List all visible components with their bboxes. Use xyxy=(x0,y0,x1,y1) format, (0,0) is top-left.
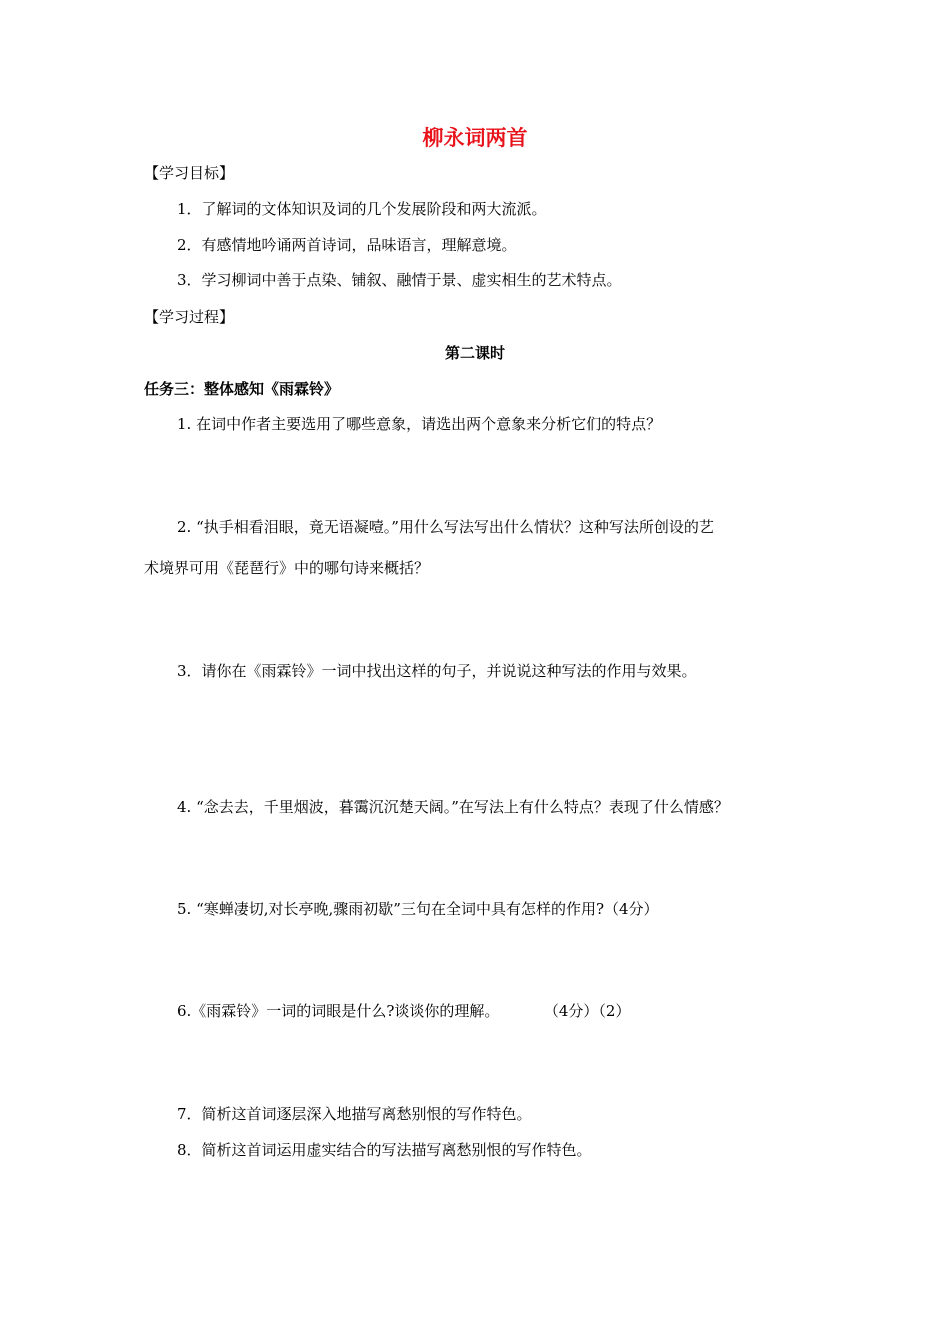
question-1: 1. 在词中作者主要选用了哪些意象，请选出两个意象来分析它们的特点？ xyxy=(177,415,662,433)
task-heading: 任务三：整体感知《雨霖铃》 xyxy=(144,380,340,398)
question-2-continued: 术境界可用《琵琶行》中的哪句诗来概括？ xyxy=(144,559,430,577)
lesson-label: 第二课时 xyxy=(444,344,505,362)
question-8: 8．简析这首词运用虚实结合的写法描写离愁别恨的写作特色。 xyxy=(177,1141,592,1159)
objectives-heading: 【学习目标】 xyxy=(144,164,235,182)
question-2: 2. “执手相看泪眼，竟无语凝噎。”用什么写法写出什么情状？这种写法所创设的艺 xyxy=(177,518,714,536)
objective-item-3: 3．学习柳词中善于点染、铺叙、融情于景、虚实相生的艺术特点。 xyxy=(177,271,622,289)
question-4: 4. “念去去，千里烟波，暮霭沉沉楚天阔。”在写法上有什么特点？表现了什么情感？ xyxy=(177,798,729,816)
objective-item-2: 2．有感情地吟诵两首诗词，品味语言，理解意境。 xyxy=(177,236,517,254)
question-6-text: 6.《雨霖铃》一词的词眼是什么?谈谈你的理解。 xyxy=(177,1002,500,1020)
question-6-score: （4分）（2） xyxy=(551,1002,631,1020)
question-6 xyxy=(177,1001,630,1021)
question-5: 5. “寒蝉凄切,对长亭晚,骤雨初歇”三句在全词中具有怎样的作用?（4分） xyxy=(177,900,659,918)
document-title: 柳永词两首 xyxy=(422,125,528,150)
question-7: 7．简析这首词逐层深入地描写离愁别恨的写作特色。 xyxy=(177,1105,532,1123)
question-3: 3．请你在《雨霖铃》一词中找出这样的句子，并说说这种写法的作用与效果。 xyxy=(177,662,697,680)
objective-item-1: 1．了解词的文体知识及词的几个发展阶段和两大流派。 xyxy=(177,200,547,218)
process-heading: 【学习过程】 xyxy=(144,308,235,326)
